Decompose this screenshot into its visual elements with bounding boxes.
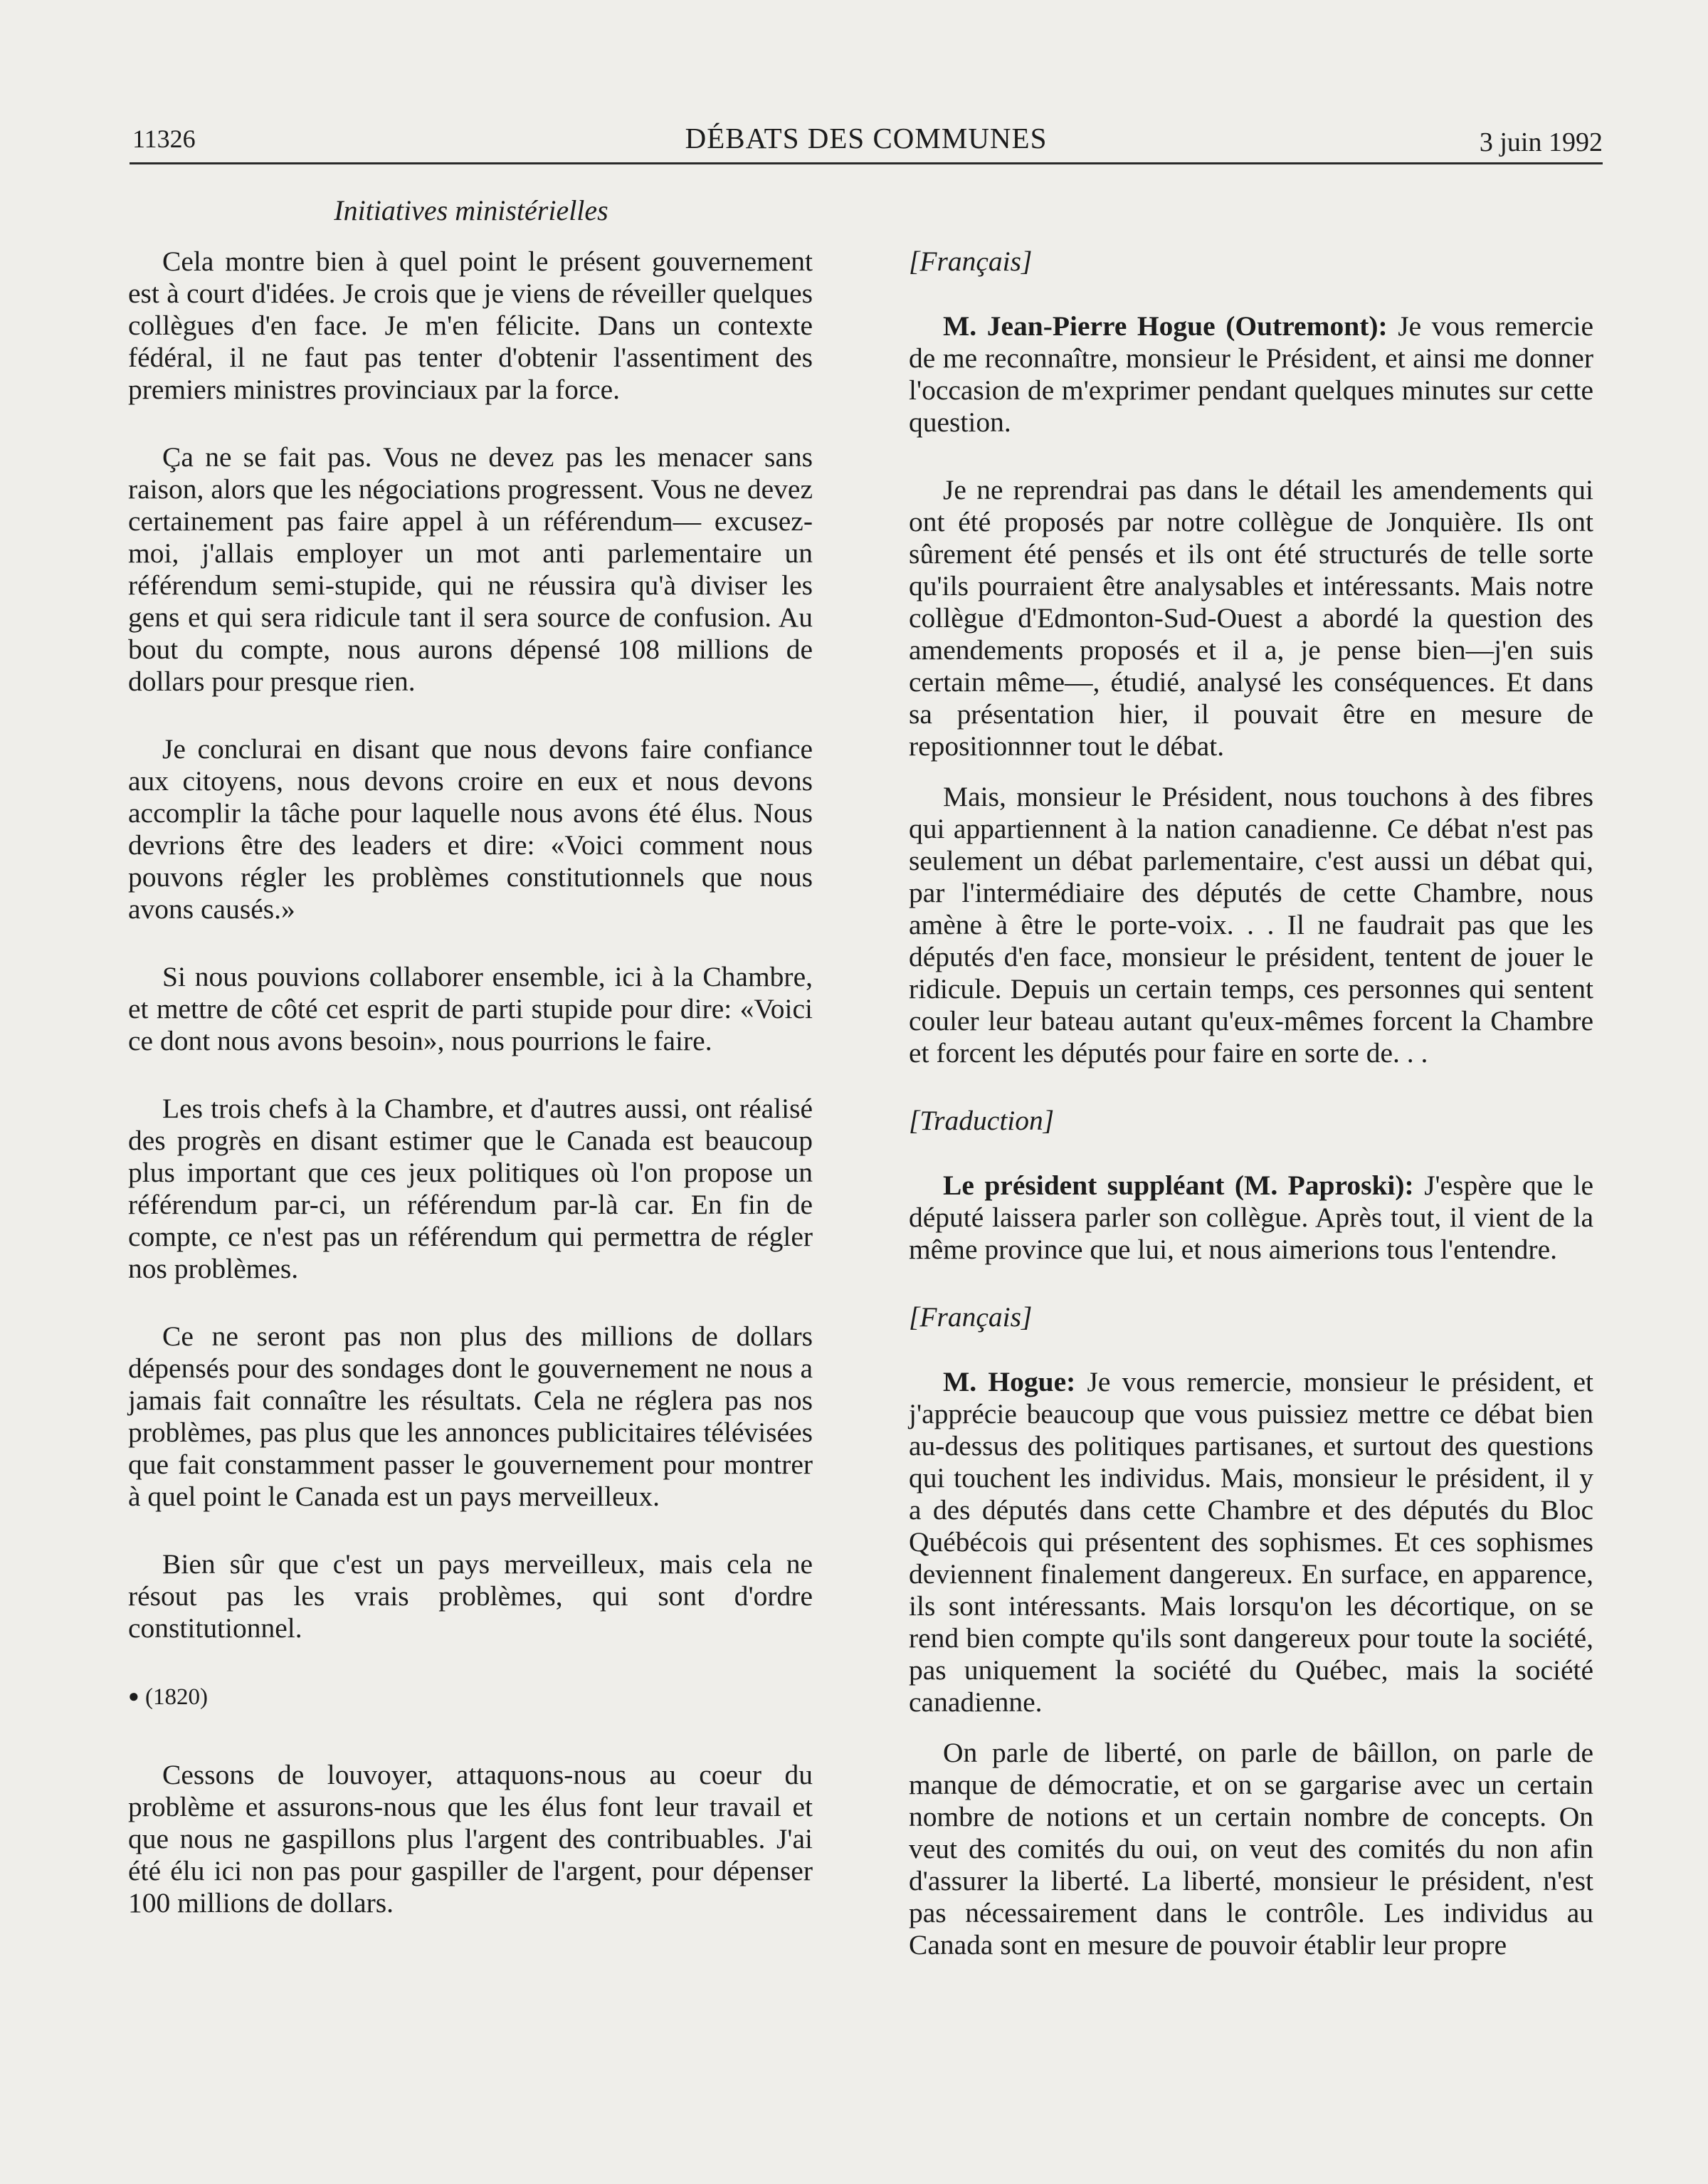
paragraph: Si nous pouvions collaborer ensemble, ici à la Chambre, et mettre de côté cet esprit de parti stupide pour dire: «Voici ce dont nous avons besoin», nous pourrions le faire. bbox=[128, 961, 813, 1056]
speaker-name: M. Hogue: bbox=[943, 1366, 1076, 1397]
speaker-name: M. Jean-Pierre Hogue (Outremont): bbox=[943, 310, 1388, 342]
speech-text: Je vous remercie de me reconnaître, monsieur le Président, et ainsi me donner l'occasion de m'exprimer pendant quelques minutes sur cette question. bbox=[909, 310, 1593, 438]
speech-paragraph bbox=[909, 310, 1593, 439]
speech-paragraph bbox=[909, 1170, 1593, 1266]
page-header bbox=[130, 121, 1603, 164]
issue-date: 3 juin 1992 bbox=[1479, 127, 1603, 157]
speech-text: Je vous remercie, monsieur le président, et j'apprécie beaucoup que vous puissiez mettre ce débat bien au-dessus des politiques partisanes, et surtout des questions qui touchent les individus. Mais, monsieur le président, il y a des députés dans cette Chambre et des députés du Bloc Québécois qui présentent des sophismes. Et ces sophismes deviennent finalement dangereux. En surface, en apparence, ils sont intéressants. Mais lorsqu'on les décortique, on se rend bien compte qu'ils sont dangereux pour toute la société, pas uniquement la société du Québec, mais la société canadienne. bbox=[909, 1366, 1594, 1718]
paragraph: Bien sûr que c'est un pays merveilleux, mais cela ne résout pas les vrais problèmes, qui sont d'ordre constitutionnel. bbox=[128, 1548, 813, 1644]
paragraph: Cessons de louvoyer, attaquons-nous au coeur du problème et assurons-nous que les élus font leur travail et que nous ne gaspillons plus l'argent des contribuables. J'ai été élu ici non pas pour gaspiller de l'argent, pour dépenser 100 millions de dollars. bbox=[128, 1759, 813, 1918]
language-tag: [Français] bbox=[909, 1301, 1033, 1333]
section-title: Initiatives ministérielles bbox=[334, 194, 608, 226]
paragraph: Mais, monsieur le Président, nous touchons à des fibres qui appartiennent à la nation canadienne. Ce débat n'est pas seulement un débat parlementaire, c'est aussi un débat qui, par l'intermédiaire des députés de cette Chambre, nous amène à être le porte-voix. . . Il ne faudrait pas que les députés d'en face, monsieur le président, tentent de jouer le ridicule. Depuis un certain temps, ces personnes qui sentent couler leur bateau autant qu'eux-mêmes forcent la Chambre et forcent les députés pour faire en sorte de. . . bbox=[909, 781, 1593, 1069]
paragraph: Je ne reprendrai pas dans le détail les amendements qui ont été proposés par notre collègue de Jonquière. Ils ont sûrement été pensés et ils ont été structurés de telle sorte qu'ils pourraient être analysables et intéressants. Mais notre collègue d'Edmonton-Sud-Ouest a abordé la question des amendements proposés et il a, je pense bien—j'en suis certain même—, étudié, analysé les conséquences. Et dans sa présentation hier, il pouvait être en mesure de repositionnner tout le débat. bbox=[909, 474, 1593, 762]
paragraph: Cela montre bien à quel point le présent gouvernement est à court d'idées. Je crois que je viens de réveiller quelques collègues d'en face. Je m'en félicite. Dans un contexte fédéral, il ne faut pas tenter d'obtenir l'assentiment des premiers ministres provinciaux par la force. bbox=[128, 246, 813, 405]
running-title: DÉBATS DES COMMUNES bbox=[685, 122, 1048, 154]
paragraph: Ça ne se fait pas. Vous ne devez pas les menacer sans raison, alors que les négociations progressent. Vous ne devez certainement pas faire appel à un référendum— excusez-moi, j'allais employer un mot anti parlementaire un référendum semi-stupide, qui ne réussira qu'à diviser les gens et qui sera ridicule tant il sera source de confusion. Au bout du compte, nous aurons dépensé 108 millions de dollars pour presque rien. bbox=[128, 441, 813, 697]
right-column bbox=[909, 246, 1593, 1997]
language-tag: [Traduction] bbox=[909, 1105, 1055, 1136]
paragraph: Les trois chefs à la Chambre, et d'autres aussi, ont réalisé des progrès en disant estimer que le Canada est beaucoup plus important que ces jeux politiques où l'on propose un référendum par-ci, un référendum par-là car. En fin de compte, ce n'est pas un référendum qui permettra de régler nos problèmes. bbox=[128, 1093, 813, 1284]
paragraph: Je conclurai en disant que nous devons faire confiance aux citoyens, nous devons croire en eux et nous devons accomplir la tâche pour laquelle nous avons été élus. Nous devrions être des leaders et dire: «Voici comment nous pouvons régler les problèmes constitutionnels que nous avons causés.» bbox=[128, 733, 813, 925]
paragraph: On parle de liberté, on parle de bâillon, on parle de manque de démocratie, et on se gargarise avec un certain nombre de notions et un certain nombre de concepts. On veut des comités du oui, on veut des comités du non afin d'assurer la liberté. La liberté, monsieur le président, n'est pas nécessairement dans le contrôle. Les individus au Canada sont en mesure de pouvoir établir leur propre bbox=[909, 1737, 1593, 1960]
left-column bbox=[128, 246, 813, 1955]
speaker-name: Le président suppléant (M. Paproski): bbox=[943, 1170, 1414, 1201]
speech-text: J'espère que le député laissera parler son collègue. Après tout, il vient de la même province que lui, et nous aimerions tous l'entendre. bbox=[909, 1170, 1594, 1265]
speech-paragraph bbox=[909, 1366, 1593, 1718]
bullet-icon: ● bbox=[128, 1686, 139, 1706]
time-marker-text: (1820) bbox=[144, 1684, 208, 1710]
paragraph: Ce ne seront pas non plus des millions de dollars dépensés pour des sondages dont le gouvernement ne nous a jamais fait connaître les résultats. Cela ne réglera pas nos problèmes, pas plus que les annonces publicitaires télévisées que fait constamment passer le gouvernement pour montrer à quel point le Canada est un pays merveilleux. bbox=[128, 1321, 813, 1512]
time-marker bbox=[128, 1680, 813, 1713]
page-number: 11326 bbox=[132, 125, 196, 153]
language-tag: [Français] bbox=[909, 246, 1033, 277]
